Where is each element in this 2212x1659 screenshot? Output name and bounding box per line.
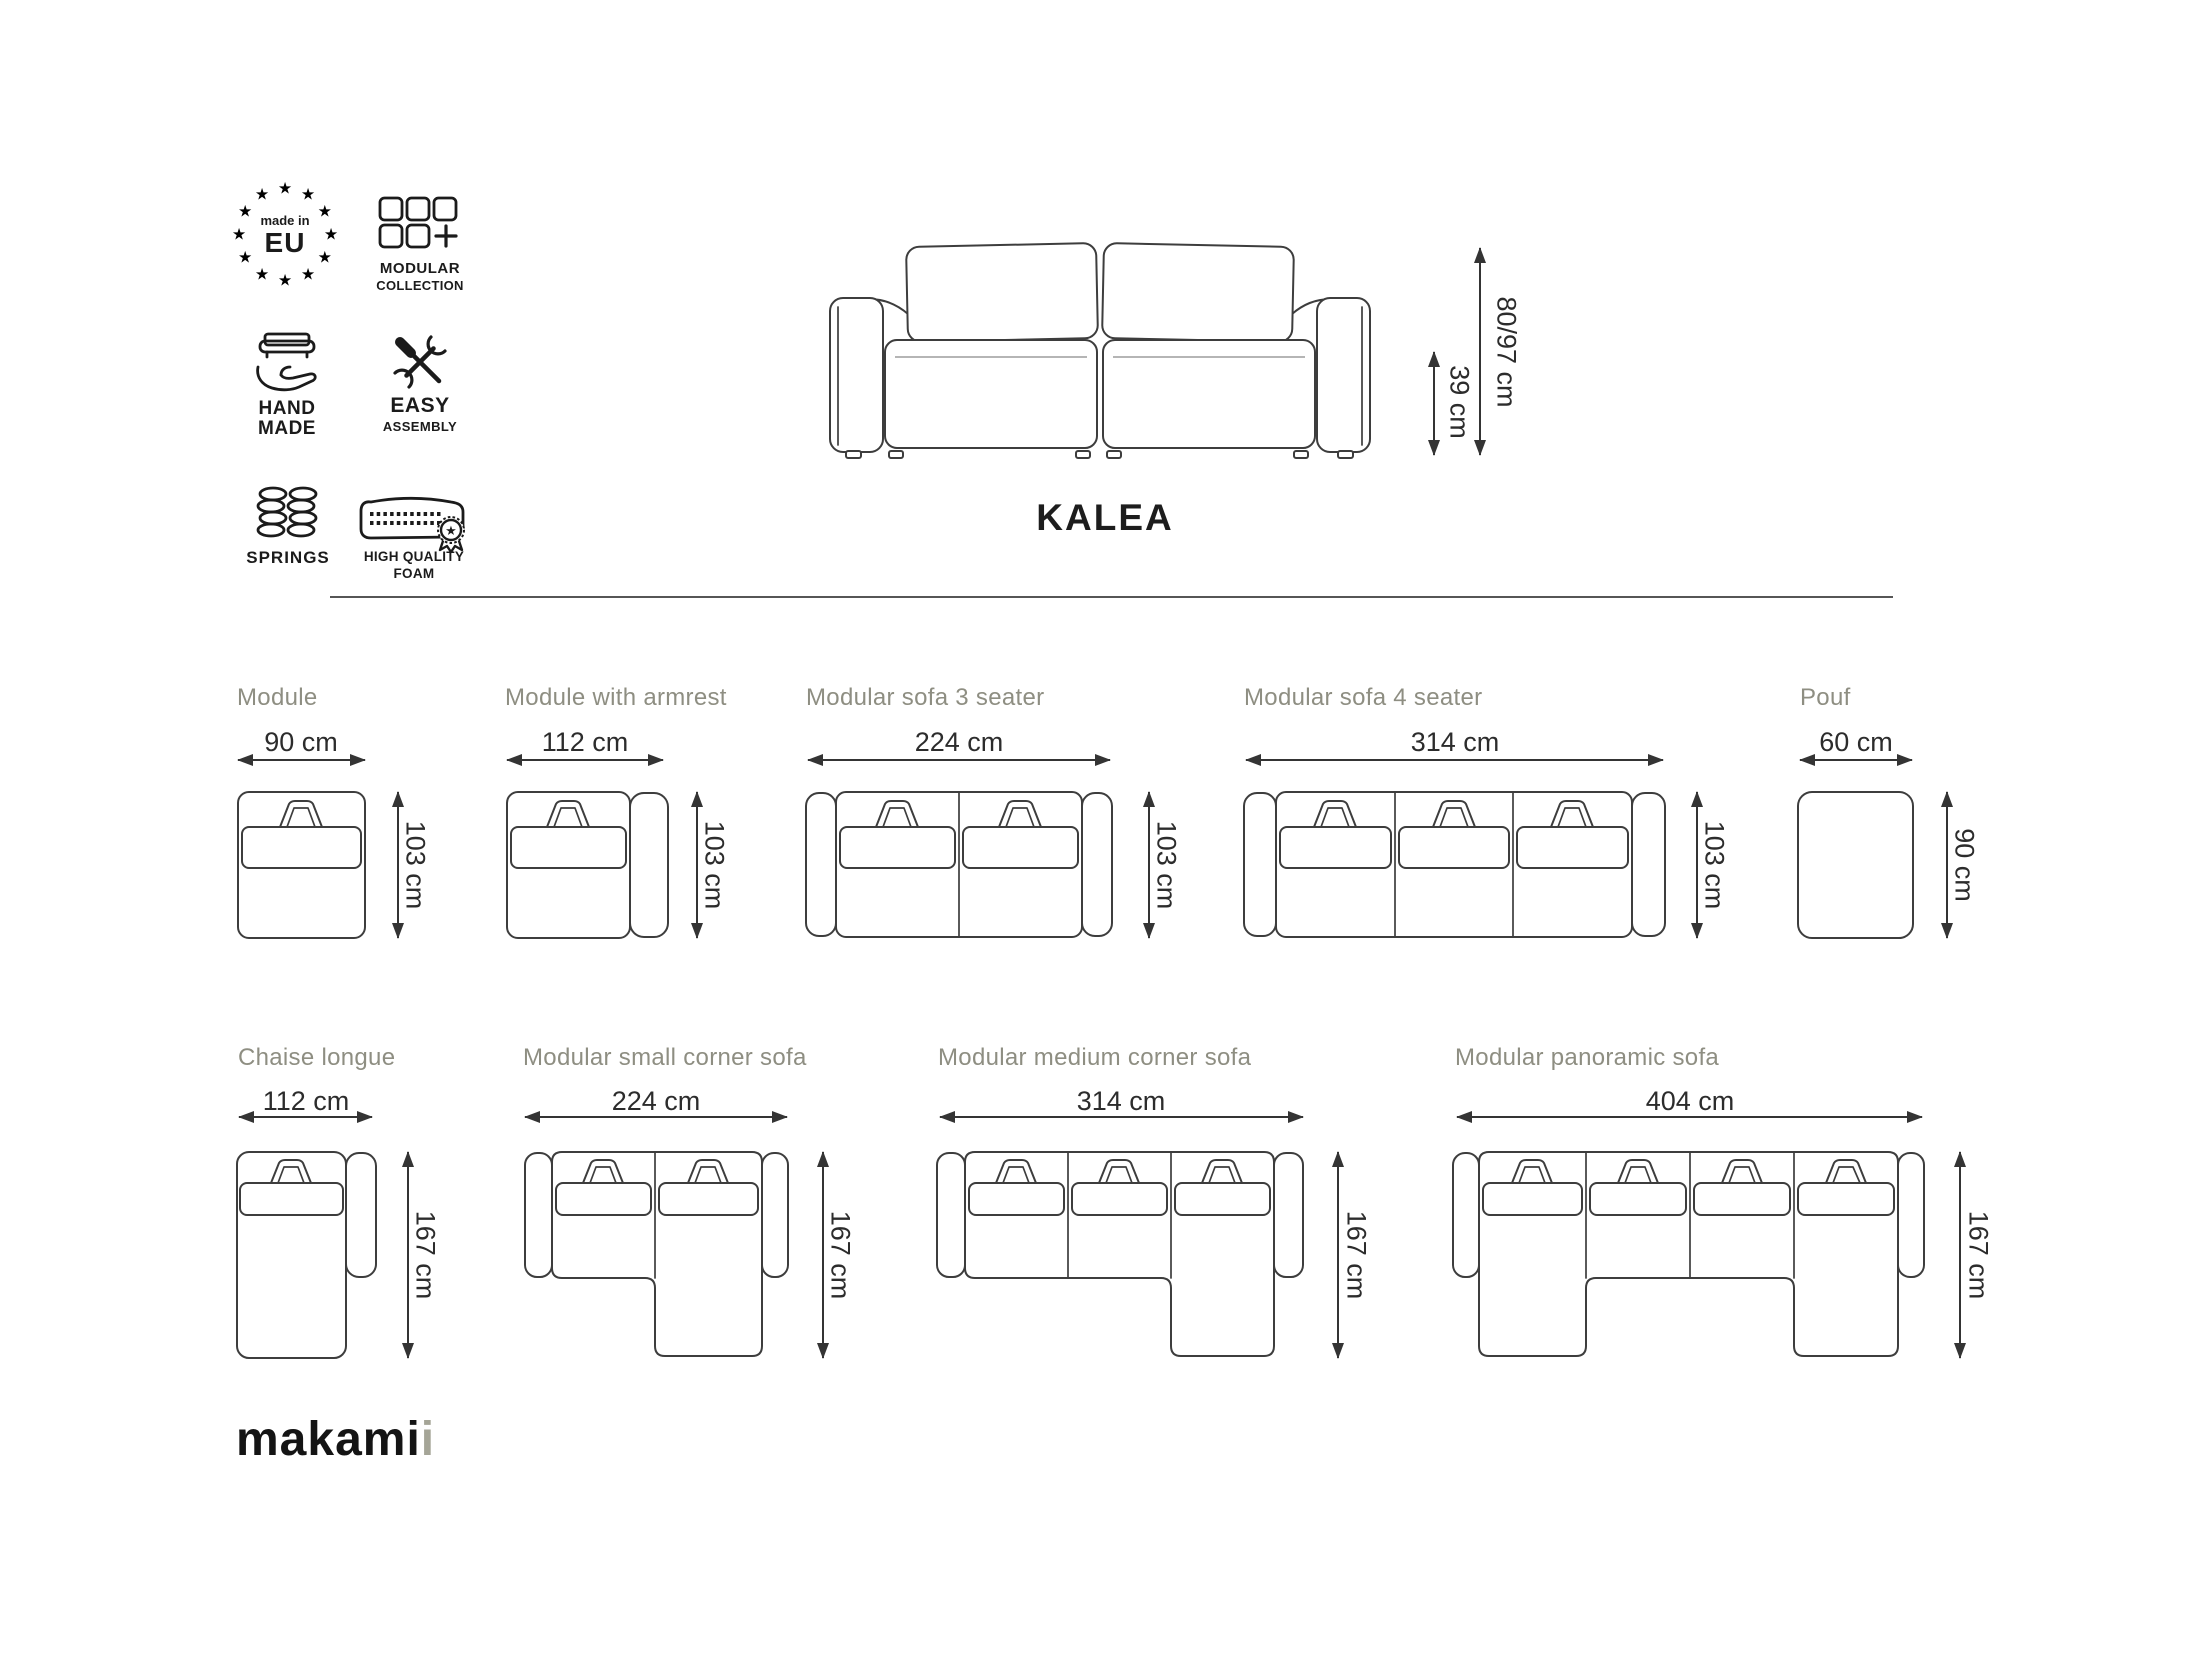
modular-collection-icon [378, 196, 462, 252]
item-title-small-corner-sofa: Modular small corner sofa [523, 1044, 807, 1071]
springs-label: SPRINGS [246, 548, 330, 567]
star-icon: ★ [300, 186, 316, 204]
eu-label: EU [264, 227, 306, 258]
item-title-pouf: Pouf [1800, 684, 1851, 711]
model-title: KALEA [1036, 497, 1174, 538]
width-arrow [1246, 759, 1663, 761]
modular-collection-label-1: MODULAR [379, 260, 461, 277]
hand-made-icon [252, 332, 322, 396]
width-arrow [525, 1116, 787, 1118]
star-icon: ★ [231, 226, 247, 244]
seat-height-arrow [1433, 352, 1435, 455]
module-with-armrest-diagram [505, 790, 670, 940]
star-icon: ★ [323, 226, 339, 244]
overall-height-label: 80/97 cm [1491, 296, 1522, 408]
item-width-label: 314 cm [1410, 727, 1500, 757]
modular-collection-label-2: COLLECTION [376, 278, 464, 293]
item-title-sofa-3-seater: Modular sofa 3 seater [806, 684, 1045, 711]
item-title-module: Module [237, 684, 318, 711]
star-icon: ★ [300, 266, 316, 284]
badge-hand-made [238, 330, 336, 442]
chaise-longue-diagram [235, 1150, 380, 1362]
item-depth-label: 90 cm [1949, 828, 1980, 902]
sofa-3-seater-diagram [804, 790, 1116, 940]
item-title-module-with-armrest: Module with armrest [505, 684, 727, 711]
item-depth-label: 103 cm [400, 820, 431, 910]
easy-assembly-label-1: EASY [390, 394, 450, 417]
width-arrow [808, 759, 1110, 761]
item-width-label: 112 cm [541, 727, 629, 757]
width-arrow [1457, 1116, 1922, 1118]
overall-height-arrow [1479, 248, 1481, 455]
medium-corner-sofa-diagram [935, 1150, 1307, 1362]
item-title-chaise-longue: Chaise longue [238, 1044, 396, 1071]
width-arrow [507, 759, 663, 761]
star-icon: ★ [254, 266, 270, 284]
item-depth-label: 167 cm [1341, 1210, 1372, 1300]
item-width-label: 60 cm [1819, 727, 1893, 757]
item-title-medium-corner-sofa: Modular medium corner sofa [938, 1044, 1252, 1071]
item-depth-label: 103 cm [699, 820, 730, 910]
high-quality-foam-label-1: HIGH QUALITY [363, 549, 465, 564]
item-depth-label: 167 cm [410, 1210, 441, 1300]
module-diagram [236, 790, 367, 940]
width-arrow [239, 1116, 372, 1118]
star-icon: ★ [254, 186, 270, 204]
item-width-label: 314 cm [1076, 1086, 1166, 1116]
item-width-label: 404 cm [1645, 1086, 1735, 1116]
seat-height-label: 39 cm [1444, 365, 1475, 439]
width-arrow [1800, 759, 1912, 761]
width-arrow [940, 1116, 1303, 1118]
star-icon: ★ [277, 180, 293, 198]
badge-modular-collection [358, 196, 482, 301]
depth-arrow [1959, 1152, 1961, 1358]
star-icon: ★ [238, 249, 253, 267]
item-title-panoramic-sofa: Modular panoramic sofa [1455, 1044, 1720, 1071]
badge-made-in-eu [230, 180, 340, 295]
high-quality-foam-label-2: FOAM [393, 566, 435, 581]
brand-logo [236, 1412, 435, 1467]
item-width-label: 90 cm [264, 727, 338, 757]
brand-logo-i2: i [420, 1413, 436, 1466]
easy-assembly-label-2: ASSEMBLY [382, 419, 458, 434]
hand-made-label-2: MADE [258, 418, 316, 439]
width-arrow [238, 759, 365, 761]
star-icon: ★ [277, 272, 293, 290]
star-icon: ★ [317, 249, 332, 267]
star-icon: ★ [317, 203, 332, 221]
item-depth-label: 103 cm [1151, 820, 1182, 910]
item-width-label: 224 cm [914, 727, 1004, 757]
brand-logo-main: makam [236, 1413, 407, 1466]
pouf-diagram [1796, 790, 1917, 940]
item-depth-label: 167 cm [825, 1210, 856, 1300]
item-depth-label: 103 cm [1699, 820, 1730, 910]
made-in-label: made in [260, 213, 310, 228]
easy-assembly-icon [392, 334, 448, 390]
badge-springs [236, 484, 340, 576]
depth-arrow [1337, 1152, 1339, 1358]
item-title-sofa-4-seater: Modular sofa 4 seater [1244, 684, 1483, 711]
panoramic-sofa-diagram [1451, 1150, 1926, 1362]
badge-high-quality-foam [352, 492, 476, 588]
hand-made-label-1: HAND [258, 398, 316, 419]
item-depth-label: 167 cm [1963, 1210, 1994, 1300]
medal-star-icon: ★ [445, 523, 457, 538]
item-width-label: 112 cm [262, 1086, 350, 1116]
divider-line [330, 596, 1893, 598]
high-quality-foam-icon [354, 494, 474, 552]
springs-icon [256, 486, 320, 542]
badge-easy-assembly [366, 332, 474, 444]
star-icon: ★ [238, 203, 253, 221]
sofa-4-seater-diagram [1242, 790, 1668, 940]
item-width-label: 224 cm [611, 1086, 701, 1116]
small-corner-sofa-diagram [523, 1150, 790, 1362]
sofa-front-view-drawing [810, 235, 1390, 465]
plus-icon [436, 226, 456, 246]
brand-logo-i1: i [406, 1413, 421, 1466]
